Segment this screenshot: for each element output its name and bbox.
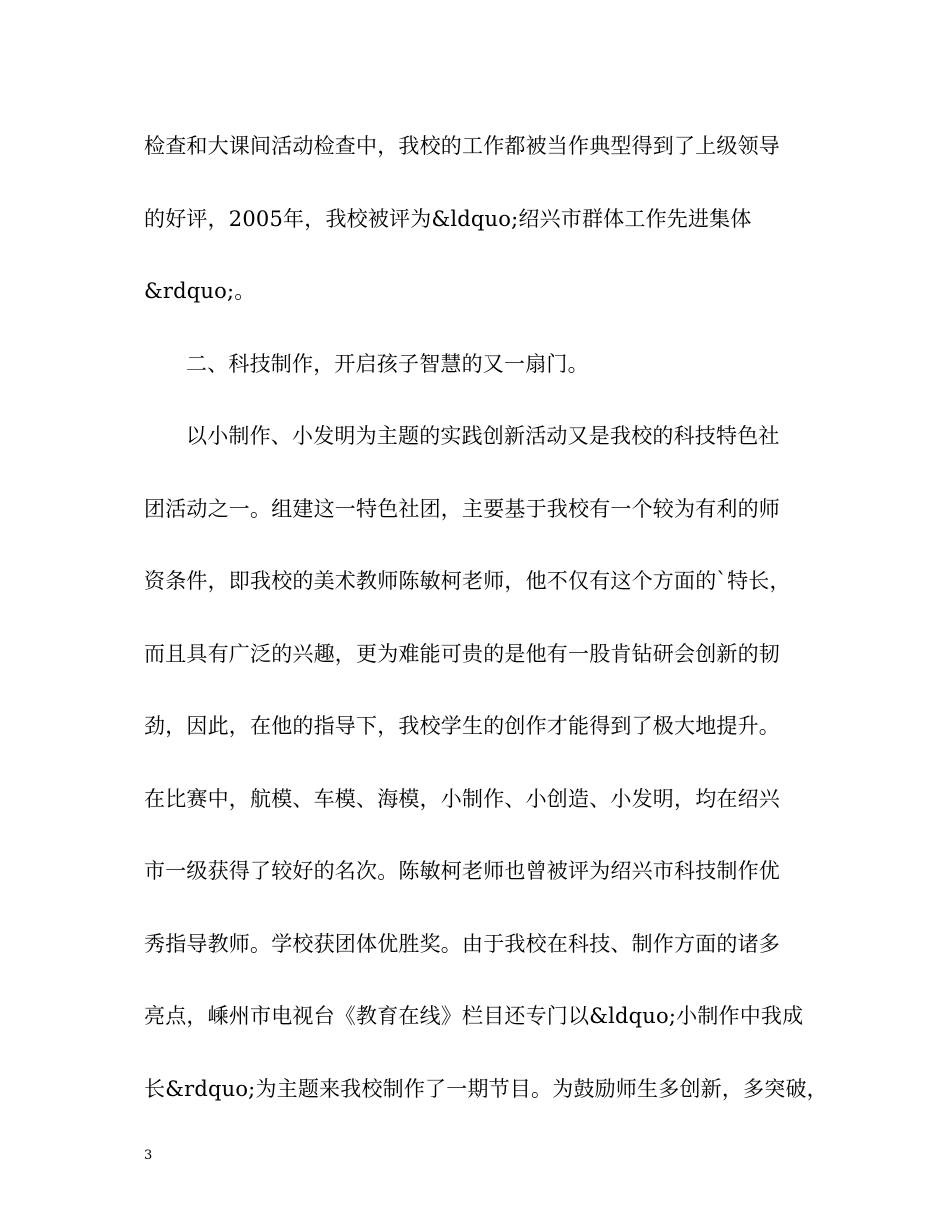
text-line: 资条件，即我校的美术教师陈敏柯老师，他不仅有这个方面的`特长， (144, 569, 791, 593)
text-line: 长&rdquo;为主题来我校制作了一期节目。为鼓励师生多创新，多突破， (144, 1076, 828, 1101)
paragraph-start-line: 以小制作、小发明为主题的实践创新活动又是我校的科技特色社 (186, 424, 780, 448)
text-line: 团活动之一。组建这一特色社团，主要基于我校有一个较为有利的师 (144, 496, 780, 521)
text-line: 在比赛中，航模、车模、海模，小制作、小创造、小发明，均在绍兴 (144, 786, 780, 811)
section-heading: 二、科技制作，开启孩子智慧的又一扇门。 (186, 351, 589, 376)
text-line: 检查和大课间活动检查中，我校的工作都被当作典型得到了上级领导 (144, 134, 780, 158)
body-text (144, 122, 828, 1137)
text-line: 而且具有广泛的兴趣，更为难能可贵的是他有一股肯钻研会创新的韧 (144, 641, 780, 666)
page-number: 3 (144, 1148, 153, 1163)
text-line: 市一级获得了较好的名次。陈敏柯老师也曾被评为绍兴市科技制作优 (144, 859, 780, 883)
text-line: 劲，因此，在他的指导下，我校学生的创作才能得到了极大地提升。 (144, 714, 780, 738)
text-line: &rdquo;。 (144, 279, 256, 303)
text-line: 秀指导教师。学校获团体优胜奖。由于我校在科技、制作方面的诸多 (144, 931, 780, 956)
text-line: 的好评，2005年，我校被评为&ldquo;绍兴市群体工作先进集体 (144, 206, 752, 231)
text-line: 亮点，嵊州市电视台《教育在线》栏目还专门以&ldquo;小制作中我成 (144, 1004, 804, 1028)
